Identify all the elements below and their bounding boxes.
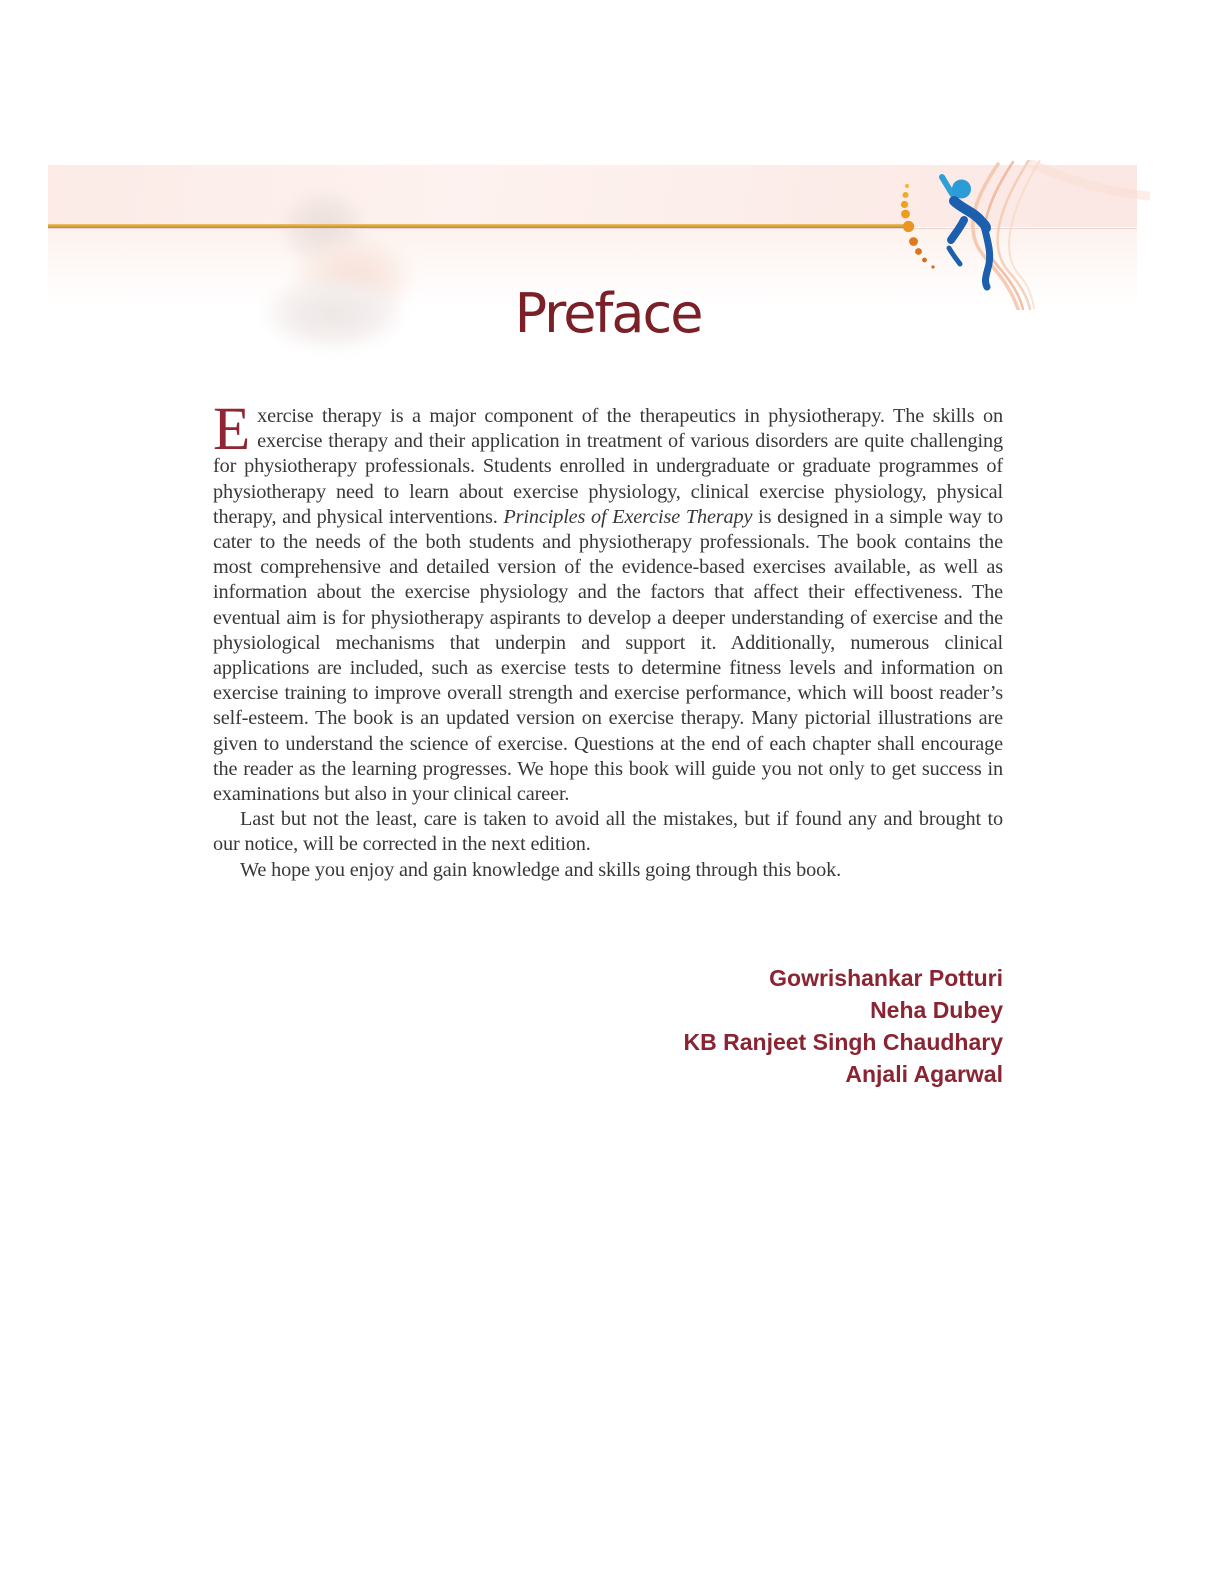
drop-cap: E — [213, 396, 251, 463]
author-signatures — [213, 962, 1003, 1090]
orange-dotted-arc-icon — [901, 184, 935, 269]
paragraph-1-text: xercise therapy is a major component of the therapeutics in physiotherapy. The skills on exercise therapy and their application in treatment of various disorders are quite challenging for physiotherapy professionals. Students enrolled in undergraduate or graduate programmes of physiotherapy need to learn about exercise physiology, clinical exercise physiology, physical therapy, and physical interventions. — [213, 405, 1003, 528]
author-name: KB Ranjeet Singh Chaudhary — [683, 1029, 1003, 1055]
author-name: Neha Dubey — [870, 997, 1003, 1023]
author-name: Gowrishankar Potturi — [769, 965, 1003, 991]
gold-rule — [48, 224, 909, 228]
paragraph-3: We hope you enjoy and gain knowledge and skills going through this book. — [240, 858, 841, 881]
page-title: Preface — [514, 282, 702, 345]
preface-body — [213, 396, 1003, 883]
paragraph-2: Last but not the least, care is taken to avoid all the mistakes, but if found any and brought to our notice, will be corrected in the next edition. — [213, 808, 1003, 856]
book-title-italic: Principles of Exercise Therapy — [503, 505, 753, 528]
author-name: Anjali Agarwal — [845, 1061, 1003, 1087]
paragraph-1 — [213, 396, 1003, 807]
paragraph-1-text-cont: is designed in a simple way to cater to the needs of the both students and physiotherapy professionals. The book contains the most comprehensive and detailed version of the evidence-based exercises available, as well as information about the exercise physiology and the factors that affect their effectiveness. The eventual aim is for physiotherapy aspirants to develop a deeper understanding of exercise and the physiological mechanisms that underpin and support it. Additionally, numerous clinical applications are included, such as exercise tests to determine fitness levels and information on exercise training to improve overall strength and exercise performance, which will boost reader’s self-esteem. The book is an updated version on exercise therapy. Many pictorial illustrations are given to understand the science of exercise. Questions at the end of each chapter shall encourage the reader as the learning progresses. We hope this book will guide you not only to get success in examinations but also in your clinical career. — [213, 505, 1003, 806]
